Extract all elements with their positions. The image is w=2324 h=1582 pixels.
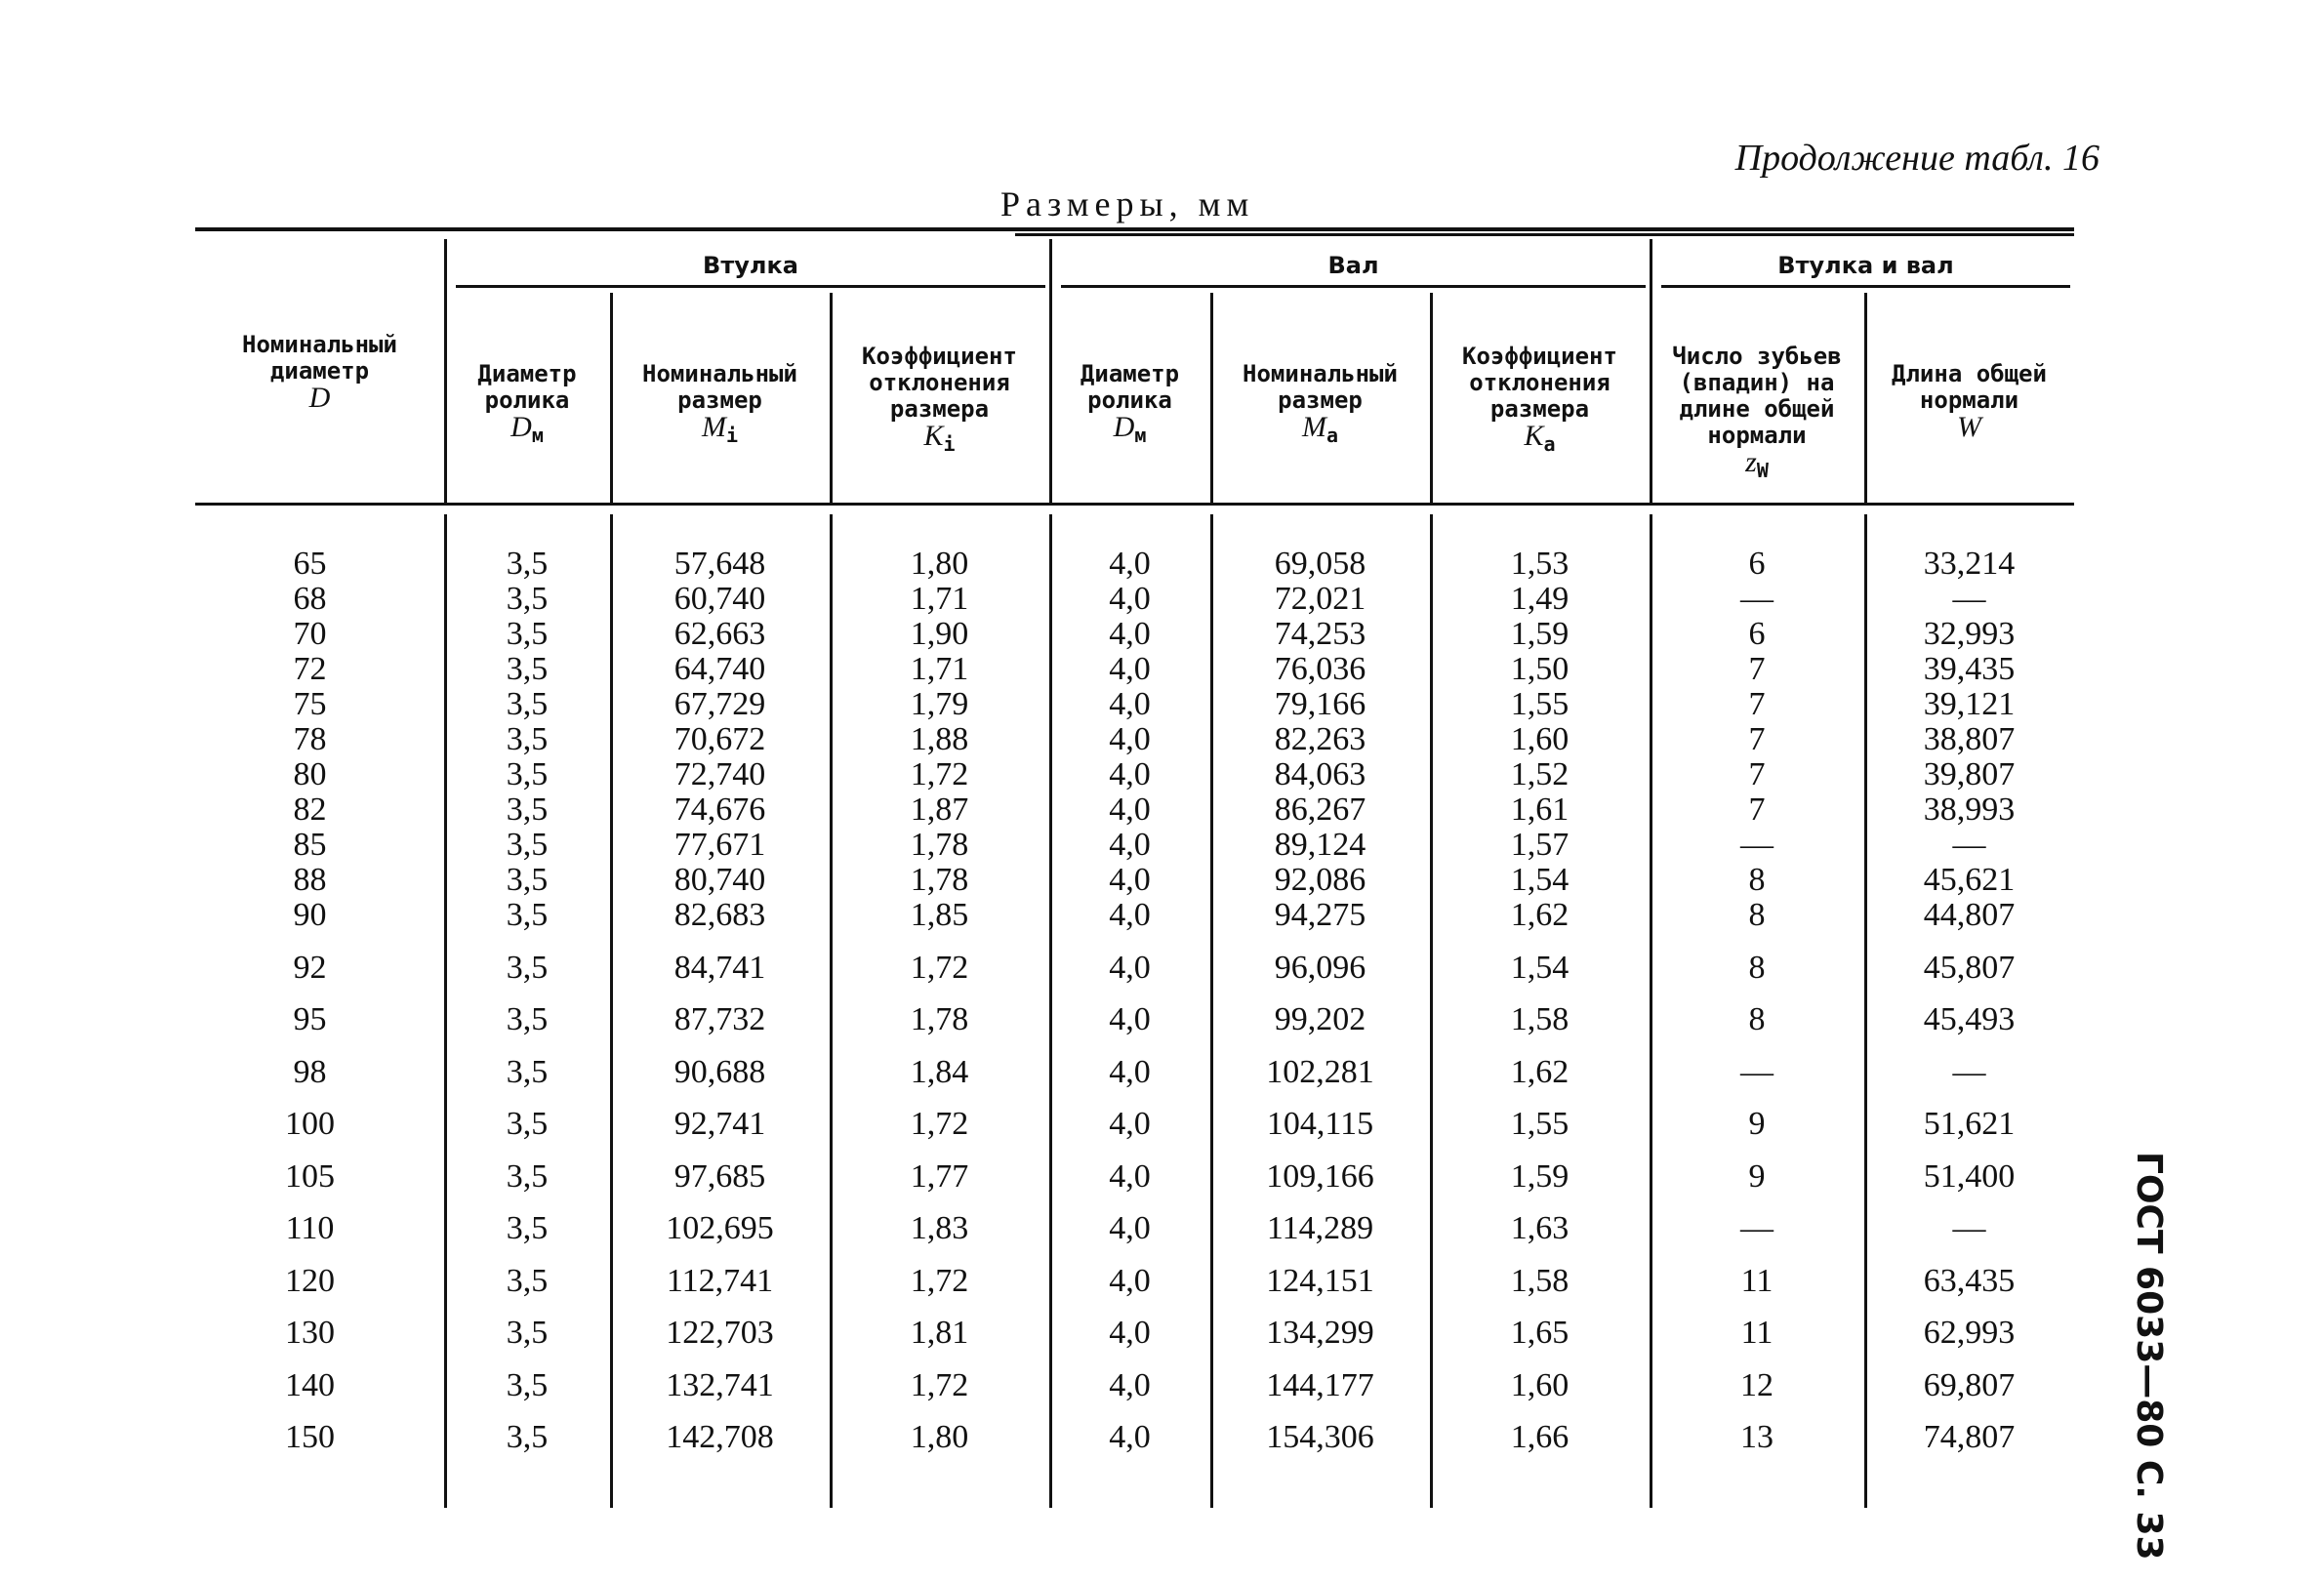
table-cell: 69,058 bbox=[1274, 546, 1366, 582]
column-header-line: Номинальный bbox=[1243, 360, 1398, 387]
column-symbol bbox=[444, 411, 610, 449]
table-cell: 63,435 bbox=[1923, 1262, 2016, 1299]
table-cell: 105 bbox=[285, 1157, 335, 1195]
table-cell: 8 bbox=[1748, 897, 1766, 933]
table-cell: 4,0 bbox=[1109, 756, 1151, 792]
table-cell: 62,663 bbox=[673, 616, 766, 652]
table-cell: 85 bbox=[293, 827, 327, 863]
group-rule bbox=[1661, 285, 2070, 288]
table-cell: 1,49 bbox=[1510, 581, 1570, 617]
column-header-line: ролика bbox=[484, 386, 570, 414]
table-cell: 70,672 bbox=[673, 721, 766, 757]
table-cell: 3,5 bbox=[506, 1001, 549, 1037]
column-header-line: Коэффициент bbox=[1462, 343, 1617, 370]
table-cell: 4,0 bbox=[1109, 791, 1151, 828]
table-cell: 33,214 bbox=[1923, 546, 2016, 582]
table-cell: 1,78 bbox=[910, 827, 969, 863]
table-cell: 77,671 bbox=[673, 827, 766, 863]
table-cell: 1,59 bbox=[1510, 616, 1570, 652]
symbol-letter: D bbox=[1113, 411, 1135, 443]
table-cell: 11 bbox=[1740, 1262, 1774, 1299]
table-cell: 1,60 bbox=[1510, 721, 1570, 757]
table-cell: 3,5 bbox=[506, 1315, 549, 1351]
table-cell: 1,57 bbox=[1510, 827, 1570, 863]
table-cell: 3,5 bbox=[506, 581, 549, 617]
table-cell: 4,0 bbox=[1109, 651, 1151, 687]
table-cell: 1,59 bbox=[1510, 1157, 1570, 1195]
table-cell: 45,493 bbox=[1923, 1001, 2016, 1037]
column-header-line: (впадин) на bbox=[1679, 369, 1835, 396]
table-cell: 3,5 bbox=[506, 651, 549, 687]
symbol-subscript: м bbox=[1134, 423, 1147, 447]
table-cell: — bbox=[1952, 1053, 1986, 1090]
table-cell: 9 bbox=[1748, 1106, 1766, 1142]
column-header-line: длине общей bbox=[1679, 395, 1835, 423]
column-header-line: размер bbox=[677, 386, 762, 414]
table-cell: 45,621 bbox=[1923, 862, 2016, 898]
column-symbol bbox=[195, 382, 444, 414]
symbol-subscript: i bbox=[943, 431, 956, 456]
column-symbol bbox=[1864, 411, 2074, 443]
table-cell: 1,78 bbox=[910, 1001, 969, 1037]
table-cell: 38,993 bbox=[1923, 791, 2016, 828]
table-cell: 39,435 bbox=[1923, 651, 2016, 687]
table-cell: 4,0 bbox=[1109, 721, 1151, 757]
table-cell: 99,202 bbox=[1274, 1001, 1366, 1037]
symbol-subscript: W bbox=[1756, 458, 1769, 482]
table-cell: 3,5 bbox=[506, 827, 549, 863]
table-cell: 4,0 bbox=[1109, 546, 1151, 582]
column-header bbox=[1049, 361, 1210, 449]
table-cell: 132,741 bbox=[666, 1366, 774, 1403]
table-cell: 4,0 bbox=[1109, 1419, 1151, 1455]
table-cell: 1,71 bbox=[910, 581, 969, 617]
table-cell: 80,740 bbox=[673, 862, 766, 898]
table-cell: 3,5 bbox=[506, 721, 549, 757]
table-cell: 74,253 bbox=[1274, 616, 1366, 652]
table-cell: 1,72 bbox=[910, 756, 969, 792]
column-header bbox=[195, 332, 444, 413]
group-header: Вал bbox=[1327, 252, 1379, 279]
table-cell: 39,121 bbox=[1923, 686, 2016, 722]
table-cell: 3,5 bbox=[506, 1366, 549, 1403]
table-cell: 3,5 bbox=[506, 1262, 549, 1299]
table-cell: 4,0 bbox=[1109, 897, 1151, 933]
table-cell: 100 bbox=[285, 1106, 335, 1142]
table-cell: 4,0 bbox=[1109, 581, 1151, 617]
column-header bbox=[1864, 361, 2074, 442]
column-header-line: Диаметр bbox=[1080, 360, 1180, 387]
column-header-line: Коэффициент bbox=[862, 343, 1017, 370]
table-cell: 7 bbox=[1748, 756, 1766, 792]
table-cell: 3,5 bbox=[506, 791, 549, 828]
table-cell: 64,740 bbox=[673, 651, 766, 687]
table-cell: 4,0 bbox=[1109, 862, 1151, 898]
table-cell: — bbox=[1952, 581, 1986, 617]
table-cell: 98 bbox=[293, 1053, 327, 1090]
column-header-line: нормали bbox=[1919, 386, 2019, 414]
column-header-line: нормали bbox=[1707, 422, 1807, 449]
column-header bbox=[1430, 344, 1650, 458]
symbol-subscript: a bbox=[1325, 423, 1339, 447]
table-cell: 144,177 bbox=[1266, 1366, 1374, 1403]
column-header bbox=[830, 344, 1049, 458]
symbol-letter: D bbox=[308, 382, 331, 414]
top-rule bbox=[195, 227, 2074, 231]
table-cell: 72 bbox=[293, 651, 327, 687]
table-cell: 4,0 bbox=[1109, 1106, 1151, 1142]
table-cell: 90 bbox=[293, 897, 327, 933]
table-cell: 84,063 bbox=[1274, 756, 1366, 792]
table-cell: 1,72 bbox=[910, 1366, 969, 1403]
table-cell: 1,87 bbox=[910, 791, 969, 828]
table-cell: 3,5 bbox=[506, 1157, 549, 1195]
table-cell: 51,621 bbox=[1923, 1106, 2016, 1142]
column-header-line: отклонения bbox=[869, 369, 1010, 396]
column-header bbox=[1210, 361, 1430, 449]
table-cell: 1,58 bbox=[1510, 1001, 1570, 1037]
table-cell: 1,62 bbox=[1510, 1053, 1570, 1090]
table-cell: 1,78 bbox=[910, 862, 969, 898]
table-cell: 7 bbox=[1748, 651, 1766, 687]
table-cell: 13 bbox=[1740, 1419, 1774, 1455]
table-cell: — bbox=[1952, 1210, 1986, 1246]
table-cell: 4,0 bbox=[1109, 1157, 1151, 1195]
table-cell: 3,5 bbox=[506, 756, 549, 792]
column-header bbox=[610, 361, 830, 449]
table-cell: 51,400 bbox=[1923, 1157, 2016, 1195]
table-cell: 3,5 bbox=[506, 1210, 549, 1246]
table-cell: 97,685 bbox=[673, 1157, 766, 1195]
table-cell: 1,50 bbox=[1510, 651, 1570, 687]
table-cell: 88 bbox=[293, 862, 327, 898]
table-cell: 3,5 bbox=[506, 897, 549, 933]
column-header-line: диаметр bbox=[269, 357, 370, 385]
table-cell: 72,021 bbox=[1274, 581, 1366, 617]
table-cell: 4,0 bbox=[1109, 1315, 1151, 1351]
column-header-line: Диаметр bbox=[477, 360, 577, 387]
table-cell: 1,72 bbox=[910, 949, 969, 986]
table-cell: 82 bbox=[293, 791, 327, 828]
table-cell: 1,66 bbox=[1510, 1419, 1570, 1455]
table-cell: — bbox=[1740, 827, 1774, 863]
table-cell: 4,0 bbox=[1109, 686, 1151, 722]
group-rule bbox=[456, 285, 1045, 288]
table-cell: 109,166 bbox=[1266, 1157, 1374, 1195]
table-cell: 4,0 bbox=[1109, 1001, 1151, 1037]
table-cell: 3,5 bbox=[506, 1419, 549, 1455]
symbol-letter: M bbox=[1301, 411, 1326, 443]
table-cell: 1,90 bbox=[910, 616, 969, 652]
group-header: Втулка bbox=[703, 252, 798, 279]
table-cell: 1,61 bbox=[1510, 791, 1570, 828]
table-cell: 1,83 bbox=[910, 1210, 969, 1246]
table-cell: 80 bbox=[293, 756, 327, 792]
table-cell: 4,0 bbox=[1109, 616, 1151, 652]
table-cell: 110 bbox=[285, 1210, 335, 1246]
symbol-letter: D bbox=[510, 411, 532, 443]
table-cell: 1,54 bbox=[1510, 949, 1570, 986]
table-cell: 38,807 bbox=[1923, 721, 2016, 757]
table-cell: 92 bbox=[293, 949, 327, 986]
table-cell: 1,80 bbox=[910, 1419, 969, 1455]
table-cell: 8 bbox=[1748, 949, 1766, 986]
table-cell: 62,993 bbox=[1923, 1315, 2016, 1351]
table-cell: 1,81 bbox=[910, 1315, 969, 1351]
symbol-letter: z bbox=[1745, 446, 1757, 478]
symbol-letter: K bbox=[1524, 420, 1544, 452]
column-header-line: Номинальный bbox=[242, 331, 397, 358]
symbol-subscript: м bbox=[531, 423, 544, 447]
column-header-line: Длина общей bbox=[1892, 360, 2047, 387]
table-cell: 124,151 bbox=[1266, 1262, 1374, 1299]
units-caption: Размеры, мм bbox=[1000, 184, 1255, 223]
column-header bbox=[1650, 344, 1864, 484]
table-cell: 94,275 bbox=[1274, 897, 1366, 933]
table-cell: 1,62 bbox=[1510, 897, 1570, 933]
table-cell: 1,88 bbox=[910, 721, 969, 757]
column-header-line: отклонения bbox=[1469, 369, 1610, 396]
table-cell: 67,729 bbox=[673, 686, 766, 722]
table-cell: 120 bbox=[285, 1262, 335, 1299]
table-cell: 92,086 bbox=[1274, 862, 1366, 898]
symbol-subscript: a bbox=[1543, 431, 1556, 456]
table-cell: 3,5 bbox=[506, 546, 549, 582]
table-cell: 134,299 bbox=[1266, 1315, 1374, 1351]
table-cell: 7 bbox=[1748, 686, 1766, 722]
table-cell: 60,740 bbox=[673, 581, 766, 617]
table-cell: 96,096 bbox=[1274, 949, 1366, 986]
table-cell: 102,695 bbox=[666, 1210, 774, 1246]
header-rule bbox=[195, 503, 2074, 506]
column-header-line: размер bbox=[1278, 386, 1363, 414]
table-cell: 92,741 bbox=[673, 1106, 766, 1142]
column-symbol bbox=[1210, 411, 1430, 449]
table-cell: 1,55 bbox=[1510, 1106, 1570, 1142]
table-cell: 1,71 bbox=[910, 651, 969, 687]
column-header-line: ролика bbox=[1087, 386, 1172, 414]
table-cell: 1,60 bbox=[1510, 1366, 1570, 1403]
table-cell: 86,267 bbox=[1274, 791, 1366, 828]
table-cell: 1,65 bbox=[1510, 1315, 1570, 1351]
table-cell: 87,732 bbox=[673, 1001, 766, 1037]
table-cell: 90,688 bbox=[673, 1053, 766, 1090]
table-cell: 4,0 bbox=[1109, 1053, 1151, 1090]
table-cell: 3,5 bbox=[506, 862, 549, 898]
column-symbol bbox=[1650, 446, 1864, 484]
table-cell: 32,993 bbox=[1923, 616, 2016, 652]
table-cell: 3,5 bbox=[506, 686, 549, 722]
table-cell: 84,741 bbox=[673, 949, 766, 986]
symbol-letter: K bbox=[923, 420, 944, 452]
table-cell: 6 bbox=[1748, 616, 1766, 652]
table-cell: 112,741 bbox=[666, 1262, 774, 1299]
table-cell: 1,53 bbox=[1510, 546, 1570, 582]
table-cell: 74,676 bbox=[673, 791, 766, 828]
table-cell: 104,115 bbox=[1266, 1106, 1374, 1142]
table-cell: 1,58 bbox=[1510, 1262, 1570, 1299]
table-cell: 154,306 bbox=[1266, 1419, 1374, 1455]
table-cell: 142,708 bbox=[666, 1419, 774, 1455]
table-cell: 3,5 bbox=[506, 949, 549, 986]
table-cell: 122,703 bbox=[666, 1315, 774, 1351]
group-rule bbox=[1061, 285, 1646, 288]
table-cell: 130 bbox=[285, 1315, 335, 1351]
table-cell: 44,807 bbox=[1923, 897, 2016, 933]
table-cell: 4,0 bbox=[1109, 949, 1151, 986]
column-symbol bbox=[1430, 420, 1650, 458]
table-cell: — bbox=[1740, 581, 1774, 617]
table-cell: 79,166 bbox=[1274, 686, 1366, 722]
symbol-subscript: i bbox=[725, 423, 739, 447]
symbol-letter: W bbox=[1957, 411, 1981, 443]
table-cell: 74,807 bbox=[1923, 1419, 2016, 1455]
table-cell: 6 bbox=[1748, 546, 1766, 582]
table-cell: 75 bbox=[293, 686, 327, 722]
table-cell: 72,740 bbox=[673, 756, 766, 792]
table-cell: 4,0 bbox=[1109, 1210, 1151, 1246]
column-symbol bbox=[1049, 411, 1210, 449]
table-cell: 4,0 bbox=[1109, 827, 1151, 863]
table-cell: 69,807 bbox=[1923, 1366, 2016, 1403]
table-cell: 68 bbox=[293, 581, 327, 617]
table-cell: 1,63 bbox=[1510, 1210, 1570, 1246]
symbol-letter: M bbox=[701, 411, 726, 443]
table-cell: 3,5 bbox=[506, 616, 549, 652]
table-cell: 57,648 bbox=[673, 546, 766, 582]
column-header-line: Номинальный bbox=[642, 360, 797, 387]
table-cell: 102,281 bbox=[1266, 1053, 1374, 1090]
table-cell: 1,72 bbox=[910, 1262, 969, 1299]
table-cell: 1,79 bbox=[910, 686, 969, 722]
table-cell: 70 bbox=[293, 616, 327, 652]
table-cell: — bbox=[1740, 1210, 1774, 1246]
table-cell: 1,72 bbox=[910, 1106, 969, 1142]
table-cell: 1,77 bbox=[910, 1157, 969, 1195]
column-header-line: Число зубьев bbox=[1672, 343, 1842, 370]
table-cell: 114,289 bbox=[1266, 1210, 1374, 1246]
table-cell: 76,036 bbox=[1274, 651, 1366, 687]
table-cell: 12 bbox=[1740, 1366, 1774, 1403]
column-symbol bbox=[610, 411, 830, 449]
table-cell: 1,54 bbox=[1510, 862, 1570, 898]
table-cell: — bbox=[1952, 827, 1986, 863]
table-cell: 11 bbox=[1740, 1315, 1774, 1351]
table-cell: 89,124 bbox=[1274, 827, 1366, 863]
table-cell: 1,84 bbox=[910, 1053, 969, 1090]
column-symbol bbox=[830, 420, 1049, 458]
top-rule-2 bbox=[1015, 233, 2074, 236]
table-cell: 8 bbox=[1748, 862, 1766, 898]
table-cell: 82,263 bbox=[1274, 721, 1366, 757]
table-cell: 4,0 bbox=[1109, 1366, 1151, 1403]
table-cell: 82,683 bbox=[673, 897, 766, 933]
table-cell: 65 bbox=[293, 546, 327, 582]
continuation-label: Продолжение табл. 16 bbox=[1734, 138, 2100, 179]
column-header-line: размера bbox=[1489, 395, 1590, 423]
table-cell: 3,5 bbox=[506, 1053, 549, 1090]
table-cell: 1,85 bbox=[910, 897, 969, 933]
table-cell: 3,5 bbox=[506, 1106, 549, 1142]
table-cell: 150 bbox=[285, 1419, 335, 1455]
table-cell: 1,52 bbox=[1510, 756, 1570, 792]
table-cell: 1,80 bbox=[910, 546, 969, 582]
column-header-line: размера bbox=[889, 395, 990, 423]
table-cell: 9 bbox=[1748, 1157, 1766, 1195]
table-cell: — bbox=[1740, 1053, 1774, 1090]
table-cell: 95 bbox=[293, 1001, 327, 1037]
table-cell: 7 bbox=[1748, 791, 1766, 828]
table-cell: 7 bbox=[1748, 721, 1766, 757]
column-header bbox=[444, 361, 610, 449]
table-cell: 1,55 bbox=[1510, 686, 1570, 722]
group-header: Втулка и вал bbox=[1777, 252, 1954, 279]
table-cell: 4,0 bbox=[1109, 1262, 1151, 1299]
table-cell: 45,807 bbox=[1923, 949, 2016, 986]
table-cell: 78 bbox=[293, 721, 327, 757]
table-cell: 39,807 bbox=[1923, 756, 2016, 792]
table-cell: 8 bbox=[1748, 1001, 1766, 1037]
table-cell: 140 bbox=[285, 1366, 335, 1403]
gost-side-label: ГОСТ 6033—80 С. 33 bbox=[2129, 1152, 2169, 1561]
